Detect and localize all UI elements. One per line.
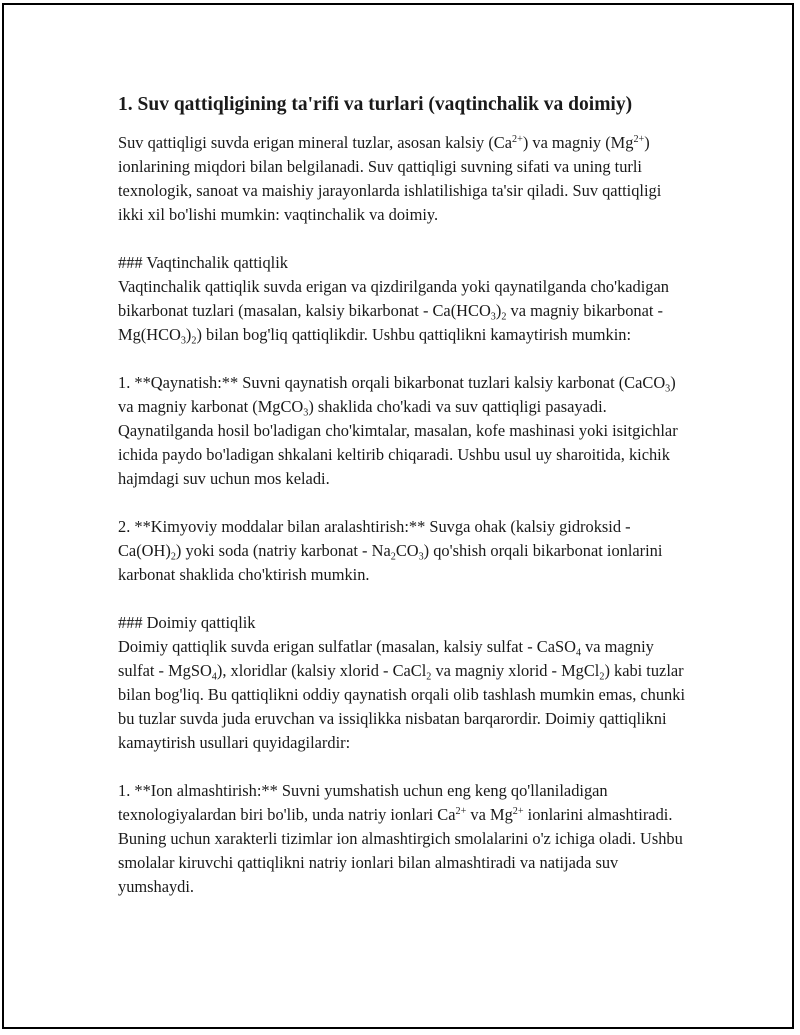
list-item-chemical-mixing: 2. **Kimyoviy moddalar bilan aralashtirish:** Suvga ohak (kalsiy gidroksid - $Ca(OH)_2$) yoki soda (natriy karbonat - $Na_2CO_3$) qo'shish orqali bikarbonat ionlarini karbonat shaklida cho'ktirish mumkin. xyxy=(118,517,663,584)
temporary-hardness-heading: ### Vaqtinchalik qattiqlik xyxy=(118,253,288,272)
permanent-hardness-section: ### Doimiy qattiqlik Doimiy qattiqlik suvda erigan sulfatlar (masalan, kalsiy sulfat - CaSO$_4$ va magniy sulfat - MgSO$_4$), xloridlar (kalsiy xlorid - CaCl$_2$ va magniy xlorid - MgCl$_2$) kabi tuzlar bilan bog'liq. Bu qattiqlikni oddiy qaynatish orqali olib tashlash mumkin emas, chunki bu tuzlar suvda juda eruvchan va issiqlikka nisbatan barqarordir. Doimiy qattiqlikni kamaytirish usullari quyidagilardir: xyxy=(118,613,686,752)
intro-paragraph: Suv qattiqligi suvda erigan mineral tuzlar, asosan kalsiy $(Ca^{2+})$ va magniy $(Mg^{2+})$ ionlarining miqdori bilan belgilanadi. Suv qattiqligi suvning sifati va uning turli texnologik, sanoat va maishiy jarayonlarda ishlatilishiga ta'sir qiladi. Suv qattiqligi ikki xil bo'lishi mumkin: vaqtinchalik va doimiy. xyxy=(118,133,662,224)
page-title: 1. Suv qattiqligining ta'rifi va turlari (vaqtinchalik va doimiy) xyxy=(118,94,633,115)
list-item-ion-exchange: 1. **Ion almashtirish:** Suvni yumshatish uchun eng keng qo'llaniladigan texnologiyalardan biri bo'lib, unda natriy ionlari $Ca^{2+}$ va $Mg^{2+}$ ionlarini almashtiradi. Buning uchun xarakterli tizimlar ion almashtirgich smolalarini o'z ichiga oladi. Ushbu smolalar kiruvchi qattiqlikni natriy ionlari bilan almashtiradi va natijada suv yumshaydi. xyxy=(118,781,683,896)
permanent-hardness-heading: ### Doimiy qattiqlik xyxy=(118,613,256,632)
document-body xyxy=(118,92,688,923)
temporary-hardness-section: ### Vaqtinchalik qattiqlik Vaqtinchalik qattiqlik suvda erigan va qizdirilganda yoki qaynatilganda cho'kadigan bikarbonat tuzlari (masalan, kalsiy bikarbonat - $Ca(HCO_3)_2$ va magniy bikarbonat - $Mg(HCO_3)_2$) bilan bog'liq qattiqlikdir. Ushbu qattiqlikni kamaytirish mumkin: xyxy=(118,253,669,347)
list-item-boiling: 1. **Qaynatish:** Suvni qaynatish orqali bikarbonat tuzlari kalsiy karbonat (CaCO$_3$) va magniy karbonat (MgCO$_3$) shaklida cho'kadi va suv qattiqligi pasayadi. Qaynatilganda hosil bo'ladigan cho'kimtalar, masalan, kofe mashinasi yoki isitgichlar ichida paydo bo'ladigan shkalani keltirib chiqaradi. Ushbu usul uy sharoitida, kichik hajmdagi suv uchun mos keladi. xyxy=(118,373,678,488)
